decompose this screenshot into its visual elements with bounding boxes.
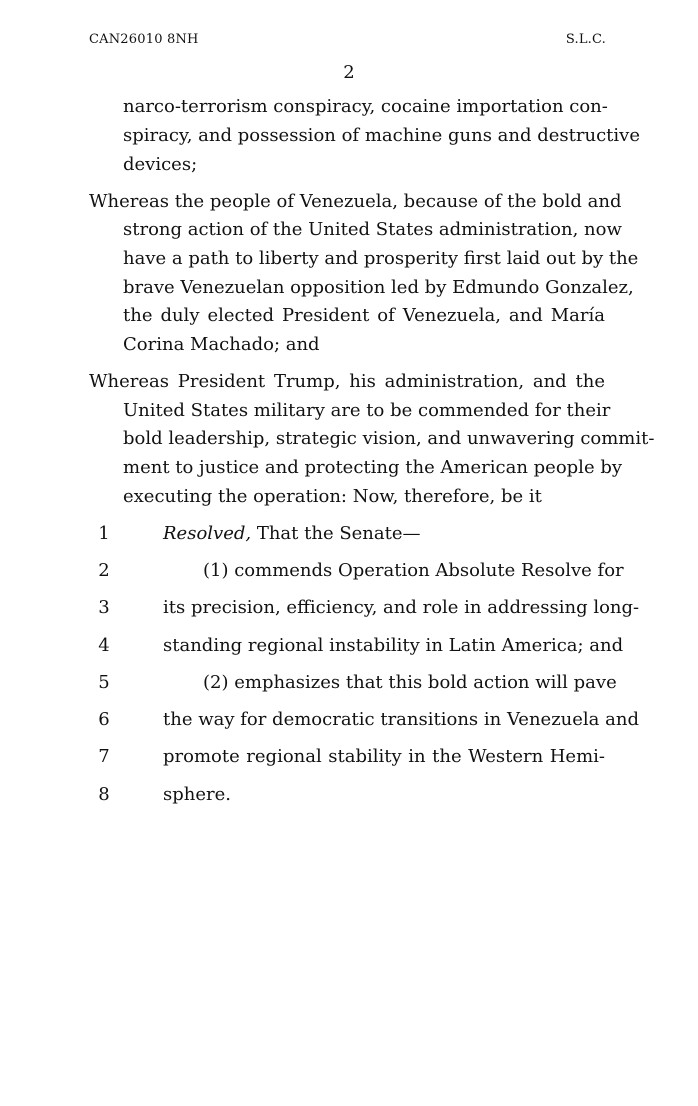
whereas-clause-line: United States military are to be commended for their	[123, 400, 611, 421]
continuation-line: spiracy, and possession of machine guns and destructive	[123, 125, 640, 146]
office-code: S.L.C.	[565, 32, 606, 47]
resolved-word: Resolved,	[163, 523, 252, 544]
whereas-clause-line: ment to justice and protecting the American people by	[123, 457, 623, 478]
whereas-clause-line: bold leadership, strategic vision, and unwavering commit-	[123, 428, 655, 449]
continuation-line: narco-terrorism conspiracy, cocaine importation con-	[123, 96, 608, 117]
whereas-clause-line: Whereas President Trump, his administration, and the	[89, 371, 605, 392]
resolution-line: promote regional stability in the Western Hemi-	[163, 746, 605, 767]
whereas-clause-line: the duly elected President of Venezuela, and María	[123, 305, 605, 326]
line-number: 5	[98, 672, 110, 693]
whereas-clause-line: have a path to liberty and prosperity first laid out by the	[123, 248, 639, 269]
resolution-line: sphere.	[163, 784, 231, 805]
line-number: 4	[98, 635, 110, 656]
whereas-clause-line: executing the operation: Now, therefore, be it	[123, 486, 542, 507]
resolution-line: (2) emphasizes that this bold action will pave	[203, 672, 617, 693]
whereas-clause-line: brave Venezuelan opposition led by Edmundo Gonzalez,	[123, 277, 634, 298]
line-number: 6	[98, 709, 110, 730]
resolved-text: That the Senate—	[251, 523, 421, 544]
whereas-clause-line: Corina Machado; and	[123, 334, 320, 355]
line-number: 3	[98, 597, 110, 618]
whereas-clause-line: Whereas the people of Venezuela, because of the bold and	[89, 191, 622, 212]
resolution-line: its precision, efficiency, and role in addressing long-	[163, 597, 640, 618]
line-number: 1	[98, 523, 110, 544]
document-id: CAN26010 8NH	[89, 32, 199, 47]
resolution-line: (1) commends Operation Absolute Resolve for	[203, 560, 624, 581]
page-number: 2	[343, 62, 355, 83]
line-number: 2	[98, 560, 110, 581]
resolved-clause	[163, 524, 421, 544]
whereas-clause-line: strong action of the United States administration, now	[123, 219, 622, 240]
line-number: 8	[98, 784, 110, 805]
continuation-line: devices;	[123, 154, 198, 175]
line-number: 7	[98, 746, 110, 767]
resolution-line: the way for democratic transitions in Venezuela and	[163, 709, 639, 730]
resolution-line: standing regional instability in Latin America; and	[163, 635, 624, 656]
